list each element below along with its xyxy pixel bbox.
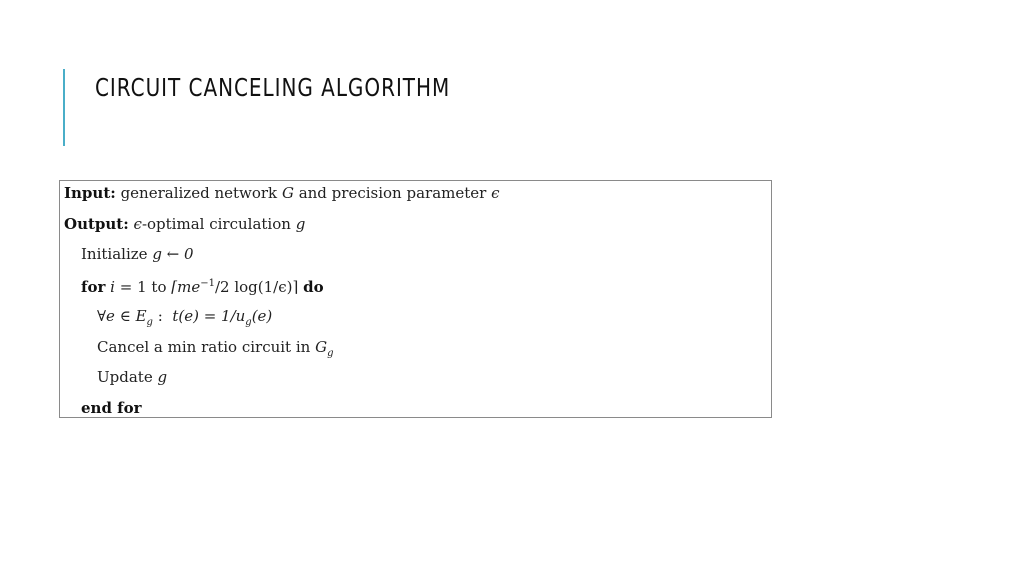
end-for-keyword: end for — [81, 399, 142, 417]
for-keyword: for — [81, 278, 106, 296]
forall-expr: ∀e ∈ E — [97, 307, 147, 325]
cancel-var-G: G — [315, 338, 328, 356]
title-accent-bar — [63, 69, 65, 146]
algorithm-end-for-line — [81, 398, 142, 418]
forall-colon: : — [152, 307, 163, 325]
algorithm-update-line — [97, 367, 167, 387]
input-text-2: and precision parameter — [298, 184, 487, 202]
input-keyword: Input: — [64, 184, 116, 202]
algorithm-cost-line — [97, 306, 272, 333]
for-bound-rest: /2 log(1/ϵ)⌉ — [214, 278, 299, 296]
output-keyword: Output: — [64, 215, 129, 233]
algorithm-for-line — [81, 274, 324, 297]
cost-tail: (e) — [251, 307, 273, 325]
algorithm-initialize-line — [81, 244, 194, 264]
algorithm-cancel-line — [97, 337, 333, 364]
input-var-G: G — [281, 184, 294, 202]
initialize-expr: g ← 0 — [152, 245, 194, 263]
update-text: Update — [97, 368, 153, 386]
output-epsilon: ϵ — [133, 215, 142, 233]
for-var-i: i — [110, 278, 115, 296]
output-var-g: g — [295, 215, 306, 233]
update-var-g: g — [157, 368, 168, 386]
for-to: to — [151, 278, 167, 296]
slide-title: CIRCUIT CANCELING ALGORITHM — [95, 73, 451, 102]
output-text: -optimal circulation — [141, 215, 291, 233]
cost-expr: t(e) = 1/u — [172, 307, 246, 325]
do-keyword: do — [303, 278, 324, 296]
algorithm-output-line — [64, 214, 305, 234]
for-bound-open: ⌈me — [171, 278, 201, 296]
forall-sub: g — [146, 317, 153, 328]
algorithm-box — [59, 180, 772, 418]
algorithm-input-line — [64, 183, 500, 203]
for-equals: = 1 — [119, 278, 147, 296]
cost-sub: g — [245, 317, 252, 328]
initialize-text: Initialize — [81, 245, 148, 263]
cancel-text: Cancel a min ratio circuit in — [97, 338, 311, 356]
input-var-epsilon: ϵ — [491, 184, 500, 202]
input-text-1: generalized network — [120, 184, 278, 202]
for-bound-exponent: −1 — [200, 278, 215, 289]
cancel-sub: g — [327, 348, 334, 359]
